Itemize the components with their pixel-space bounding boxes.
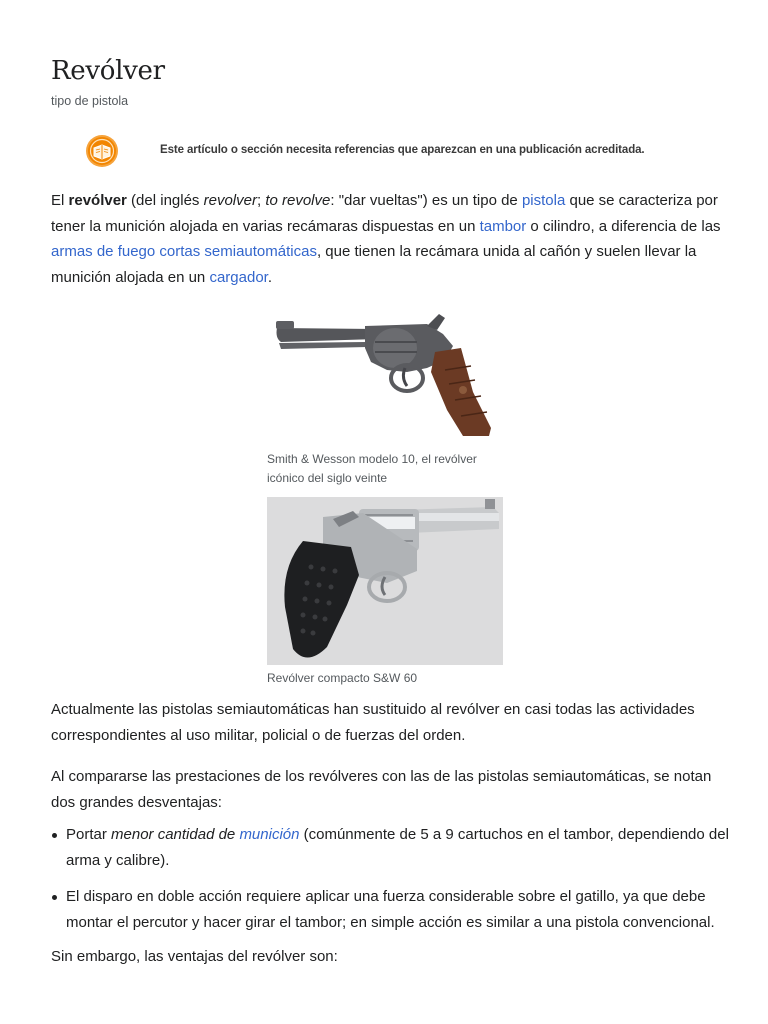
page-subtitle: tipo de pistola (51, 94, 129, 108)
list-item: El disparo en doble acción requiere aplicar una fuerza considerable sobre el gatillo, ya que debe montar el percutor y hacer girar el tambor; en simple acción es similar a una pistola convencional. (51, 884, 731, 936)
figure-1-caption: Smith & Wesson modelo 10, el revólver icónico del siglo veinte (267, 452, 477, 485)
notice-text: Este artículo o sección necesita referencias que aparezcan en una publicación acreditada. (160, 144, 645, 156)
link-tambor[interactable]: tambor (479, 217, 527, 235)
page-title: Revólver (51, 56, 165, 86)
paragraph-actualmente: Actualmente las pistolas semiautomáticas han sustituido al revólver en casi todas las actividades correspondientes al uso militar, policial o de fuerzas del orden. (51, 701, 695, 744)
references-notice (51, 130, 721, 174)
list-item: Portar menor cantidad de munición (comúnmente de 5 a 9 cartuchos en el tambor, dependiendo del arma y calibre). (51, 822, 731, 874)
sw-60-compact-image[interactable] (267, 497, 503, 665)
paragraph-desventajas: Al compararse las prestaciones de los revólveres con las de las pistolas semiautomáticas, se notan dos grandes desventajas: (51, 768, 712, 811)
link-municion[interactable]: munición (239, 826, 300, 843)
disadvantages-list (51, 822, 731, 936)
link-cargador[interactable]: cargador (209, 268, 268, 286)
book-reference-icon (85, 134, 119, 168)
intro-paragraph: El revólver (del inglés revolver; to revolve: "dar vueltas") es un tipo de pistola que se caracteriza por tener la munición alojada en varias recámaras dispuestas en un tambor o cilindro, a diferencia de las armas de fuego cortas semiautomáticas, que tienen la recámara unida al cañón y suelen llevar la munición alojada en un cargador. (51, 192, 721, 286)
paragraph-ventajas: Sin embargo, las ventajas del revólver son: (51, 948, 338, 965)
smith-wesson-model-10-image[interactable] (267, 312, 503, 446)
link-pistola[interactable]: pistola (521, 192, 566, 209)
link-armas-cortas-semiautomaticas[interactable]: armas de fuego cortas semiautomáticas (51, 243, 317, 260)
figure-2-caption: Revólver compacto S&W 60 (267, 671, 418, 685)
